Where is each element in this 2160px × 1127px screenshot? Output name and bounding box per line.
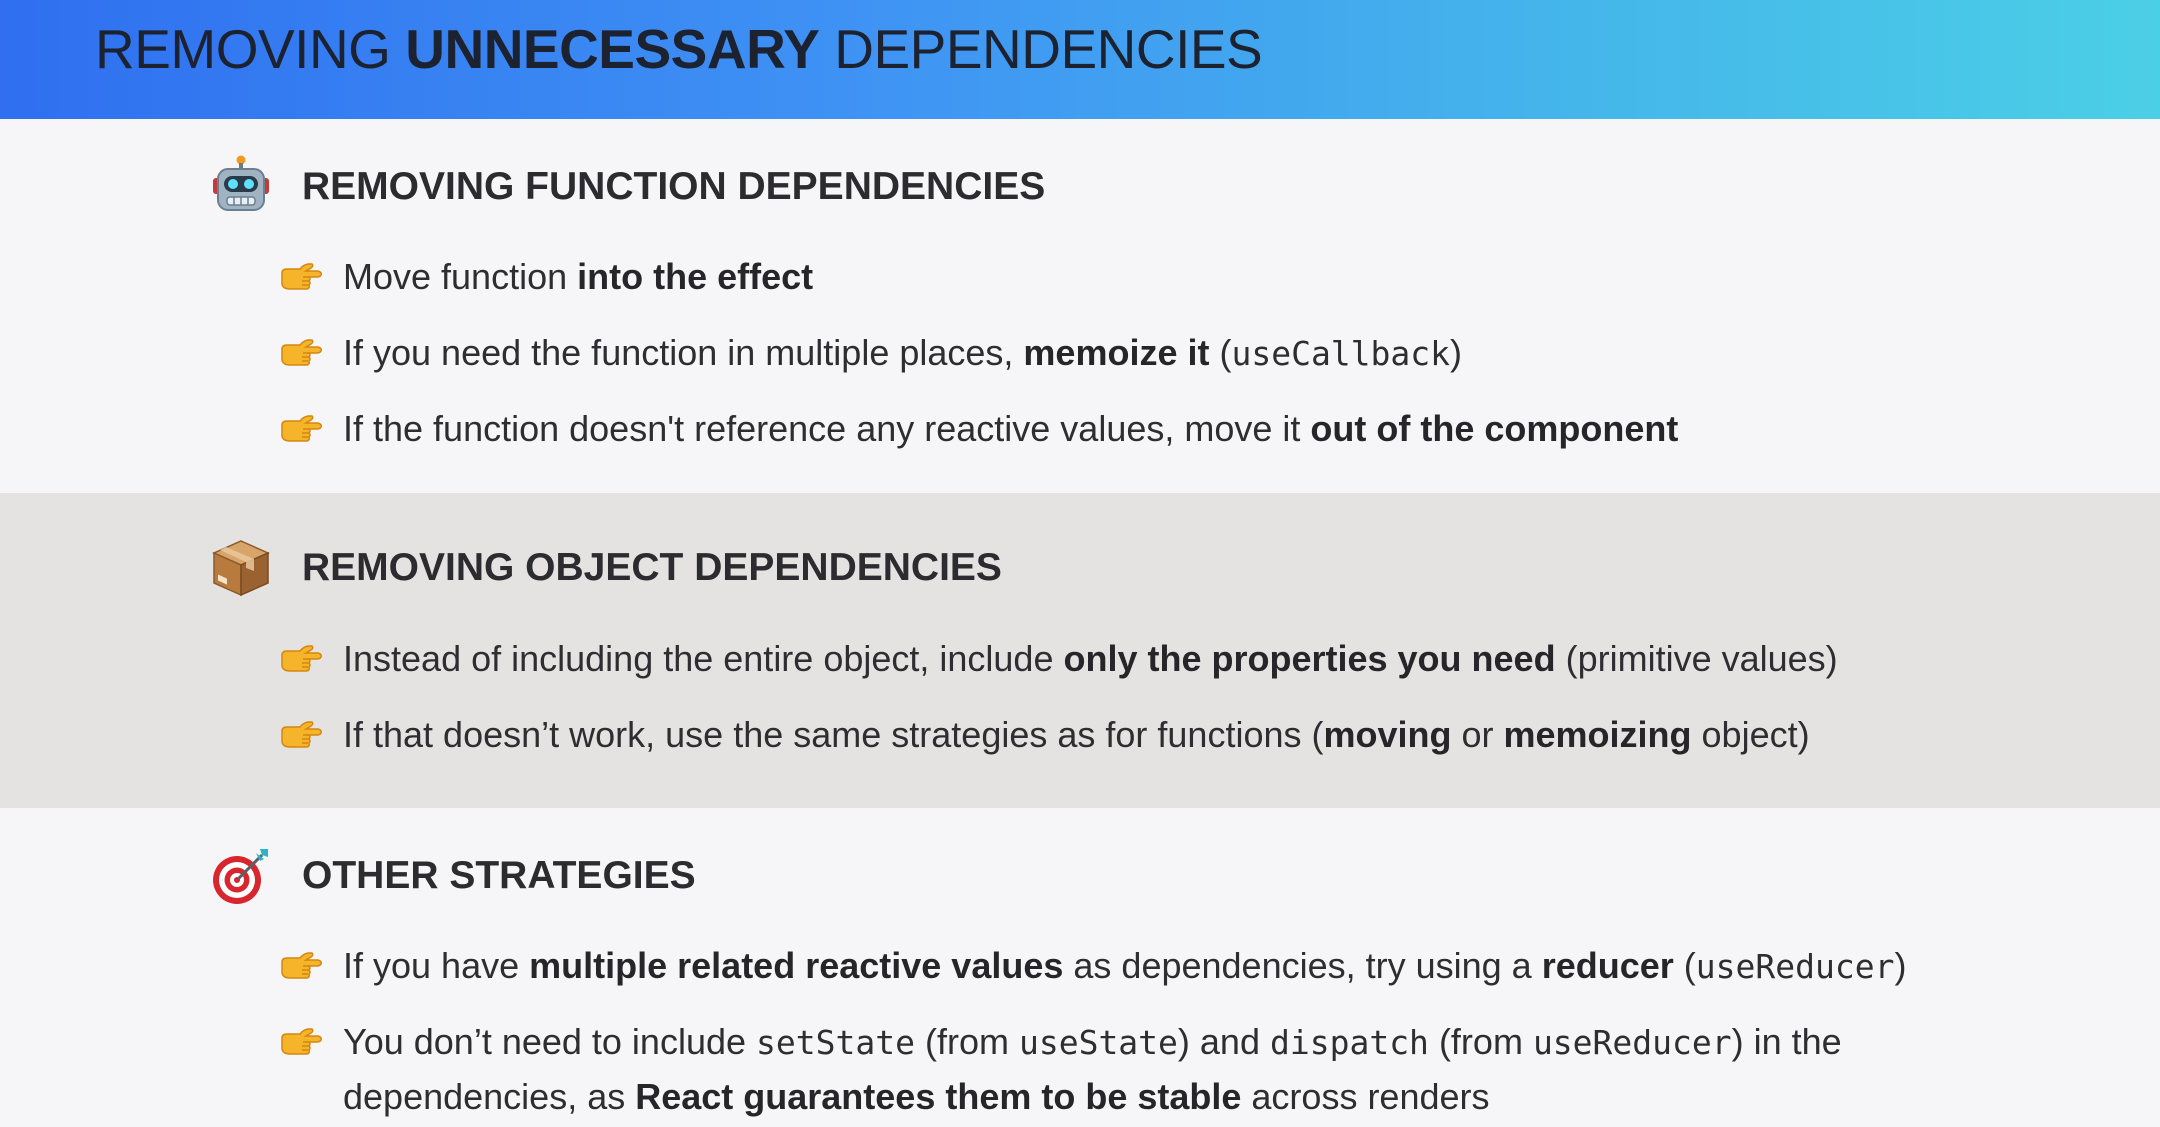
list-item: If you need the function in multiple places, memoize it (useCallback) [343,332,1463,373]
robot-icon [210,154,272,216]
pointing-hand-icon [278,951,322,981]
pointing-hand-icon [278,262,322,292]
pointing-hand-icon [278,720,322,750]
dart-target-icon [210,845,272,907]
list-item: Move function into the effect [343,256,814,297]
section-heading: REMOVING OBJECT DEPENDENCIES [302,546,1002,589]
section-heading: REMOVING FUNCTION DEPENDENCIES [302,165,1046,208]
pointing-hand-icon [278,414,322,444]
pointing-hand-icon [278,338,322,368]
list-item: If the function doesn't reference any reactive values, move it out of the component [343,408,1679,449]
title-banner [0,0,2160,119]
page-title: REMOVING UNNECESSARY DEPENDENCIES [95,18,1263,80]
list-item: If that doesn’t work, use the same strategies as for functions (moving or memoizing object) [343,714,1810,755]
list-item: You don’t need to include setState (from useState) and dispatch (from useReducer) in the dependencies, as React guarantees them to be stable across renders [343,1021,1842,1117]
section-heading: OTHER STRATEGIES [302,854,696,897]
list-item: Instead of including the entire object, include only the properties you need (primitive values) [343,638,1838,679]
list-item: If you have multiple related reactive values as dependencies, try using a reducer (useReducer) [343,945,1907,986]
pointing-hand-icon [278,644,322,674]
other-strategies-section [0,808,2160,1127]
object-dependencies-section [0,493,2160,808]
package-box-icon [210,537,272,599]
function-dependencies-section [0,119,2160,493]
pointing-hand-icon [278,1027,322,1057]
